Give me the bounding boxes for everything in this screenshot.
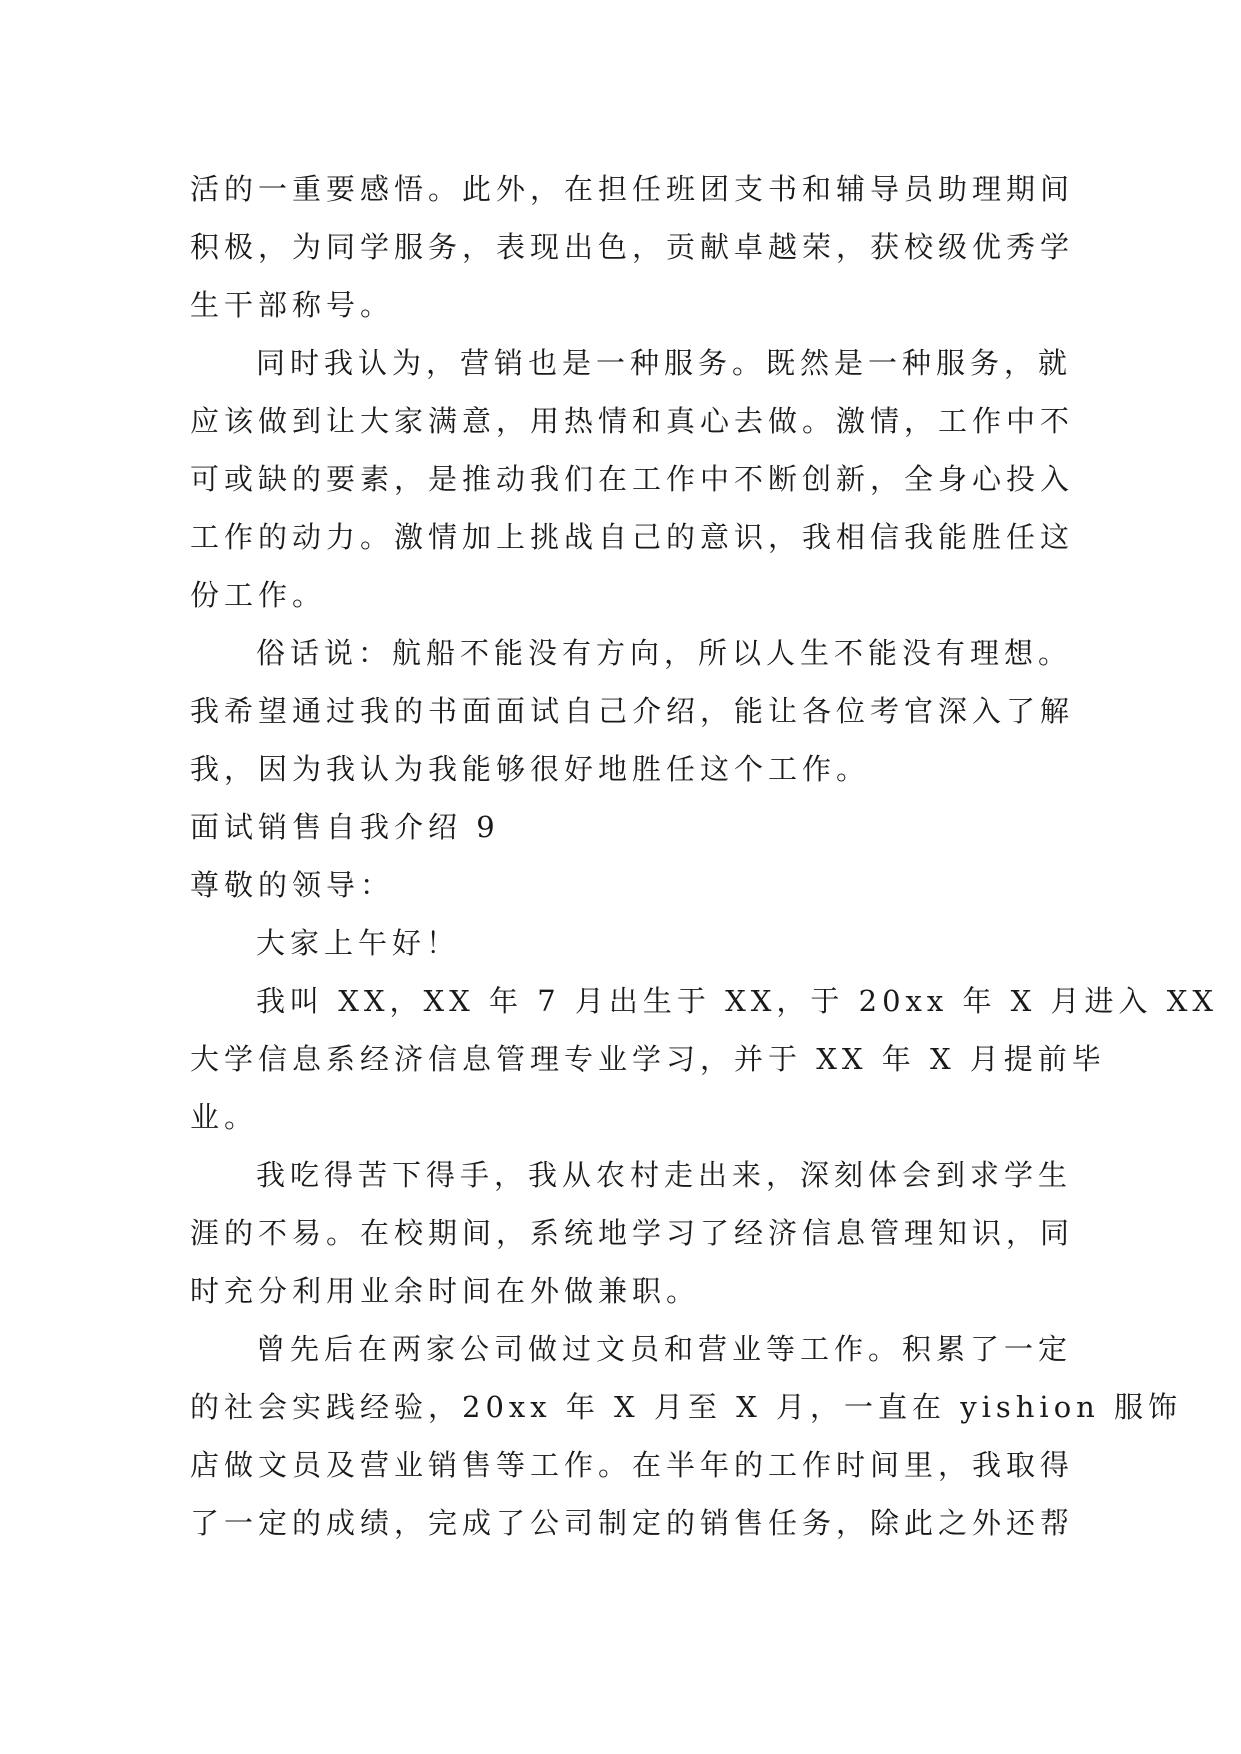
text-line: 我叫 XX，XX 年 7 月出生于 XX，于 20xx 年 X 月进入 XX [256, 984, 1219, 1018]
text-line: 了一定的成绩，完成了公司制定的销售任务，除此之外还帮 [190, 1506, 1075, 1540]
text-line: 份工作。 [190, 578, 327, 612]
text-line: 大学信息系经济信息管理专业学习，并于 XX 年 X 月提前毕 [190, 1042, 1106, 1076]
text-line: 我，因为我认为我能够很好地胜任这个工作。 [190, 752, 871, 786]
text-line: 面试销售自我介绍 9 [190, 810, 500, 844]
text-line: 业。 [190, 1100, 259, 1134]
text-line: 可或缺的要素，是推动我们在工作中不断创新，全身心投入 [190, 462, 1075, 496]
text-line: 我吃得苦下得手，我从农村走出来，深刻体会到求学生 [256, 1158, 1073, 1192]
text-line: 店做文员及营业销售等工作。在半年的工作时间里，我取得 [190, 1448, 1075, 1482]
text-line: 时充分利用业余时间在外做兼职。 [190, 1274, 701, 1308]
text-line: 应该做到让大家满意，用热情和真心去做。激情，工作中不 [190, 404, 1075, 438]
text-line: 尊敬的领导： [190, 868, 395, 902]
text-line: 曾先后在两家公司做过文员和营业等工作。积累了一定 [256, 1332, 1073, 1366]
text-line: 的社会实践经验，20xx 年 X 月至 X 月，一直在 yishion 服饰 [190, 1390, 1183, 1424]
text-line: 同时我认为，营销也是一种服务。既然是一种服务，就 [256, 346, 1073, 380]
document-body [190, 160, 1219, 1552]
text-line: 活的一重要感悟。此外，在担任班团支书和辅导员助理期间 [190, 172, 1075, 206]
text-line: 积极，为同学服务，表现出色，贡献卓越荣，获校级优秀学 [190, 230, 1075, 264]
text-line: 涯的不易。在校期间，系统地学习了经济信息管理知识，同 [190, 1216, 1075, 1250]
text-line: 生干部称号。 [190, 288, 395, 322]
text-line: 俗话说：航船不能没有方向，所以人生不能没有理想。 [256, 636, 1073, 670]
text-line: 大家上午好！ [256, 926, 461, 960]
text-line: 我希望通过我的书面面试自己介绍，能让各位考官深入了解 [190, 694, 1075, 728]
text-line: 工作的动力。激情加上挑战自己的意识，我相信我能胜任这 [190, 520, 1075, 554]
